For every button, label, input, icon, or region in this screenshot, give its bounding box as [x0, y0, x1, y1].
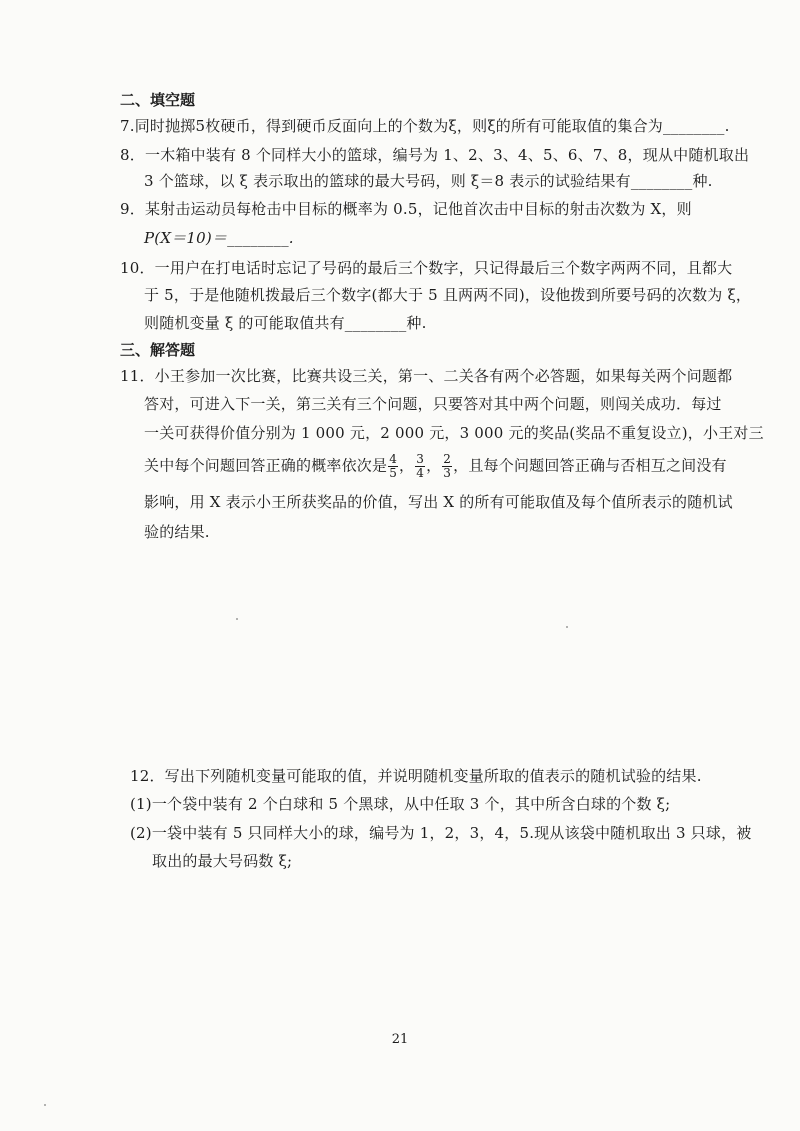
question-10-line-1: 10．一用户在打电话时忘记了号码的最后三个数字，只记得最后三个数字两两不同，且都大	[120, 259, 733, 277]
question-7: 7.同时抛掷5枚硬币，得到硬币反面向上的个数为ξ，则ξ的所有可能取值的集合为________.	[120, 117, 730, 135]
section-title-fill-in: 二、填空题	[120, 91, 196, 109]
question-8-line-2: 3 个篮球，以 ξ 表示取出的篮球的最大号码，则 ξ＝8 表示的试验结果有________种.	[144, 172, 713, 190]
scan-speck	[566, 626, 568, 628]
fraction-four-fifths: $\frac{4}{5}$	[389, 452, 398, 480]
question-11-line-5: 影响，用 X 表示小王所获奖品的价值，写出 X 的所有可能取值及每个值所表示的随机试	[144, 493, 733, 511]
scan-speck	[44, 1104, 46, 1106]
question-12-sub-2-line-2: 取出的最大号码数 ξ;	[152, 852, 293, 870]
question-11-line-4: 关中每个问题回答正确的概率依次是 $\frac{4}{5}$ ， $\frac{3}{4}$ ， $\frac{2}{3}$ ，且每个问题回答正确与否相互之间没有	[144, 452, 727, 480]
question-10-line-2: 于 5，于是他随机拨最后三个数字(都大于 5 且两两不同)，设他拨到所要号码的次数为 ξ，	[144, 286, 752, 304]
question-10-line-3: 则随机变量 ξ 的可能取值共有________种.	[144, 314, 427, 332]
question-11-line-2: 答对，可进入下一关，第三关有三个问题，只要答对其中两个问题，则闯关成功．每过	[144, 395, 722, 413]
section-title-answer: 三、解答题	[120, 341, 196, 359]
question-12-sub-1: (1)一个袋中装有 2 个白球和 5 个黑球，从中任取 3 个，其中所含白球的个数 ξ;	[130, 795, 671, 813]
question-11-line-4-tail: ，且每个问题回答正确与否相互之间没有	[453, 456, 727, 475]
page-number: 21	[391, 1032, 409, 1047]
scan-speck	[236, 618, 238, 620]
fraction-two-thirds: $\frac{2}{3}$	[443, 452, 452, 480]
question-12-sub-2-line-1: (2)一袋中装有 5 只同样大小的球，编号为 1，2，3，4，5.现从该袋中随机取出 3 只球，被	[130, 824, 752, 842]
question-11-line-3: 一关可获得价值分别为 1 000 元，2 000 元，3 000 元的奖品(奖品不重复设立)，小王对三	[144, 424, 764, 442]
question-11-line-4-text: 关中每个问题回答正确的概率依次是	[144, 456, 388, 475]
question-12-line-1: 12．写出下列随机变量可能取的值，并说明随机变量所取的值表示的随机试验的结果.	[130, 767, 702, 785]
question-11-line-1: 11．小王参加一次比赛，比赛共设三关，第一、二关各有两个必答题，如果每关两个问题都	[120, 367, 733, 385]
question-9-line-1: 9．某射击运动员每枪击中目标的概率为 0.5，记他首次击中目标的射击次数为 X，则	[120, 200, 692, 218]
question-8-line-1: 8．一木箱中装有 8 个同样大小的篮球，编号为 1、2、3、4、5、6、7、8，现从中随机取出	[120, 146, 750, 164]
fraction-three-quarters: $\frac{3}{4}$	[416, 452, 425, 480]
question-11-line-6: 验的结果.	[144, 523, 210, 541]
question-9-line-2: P(X＝10)＝________.	[144, 229, 294, 247]
